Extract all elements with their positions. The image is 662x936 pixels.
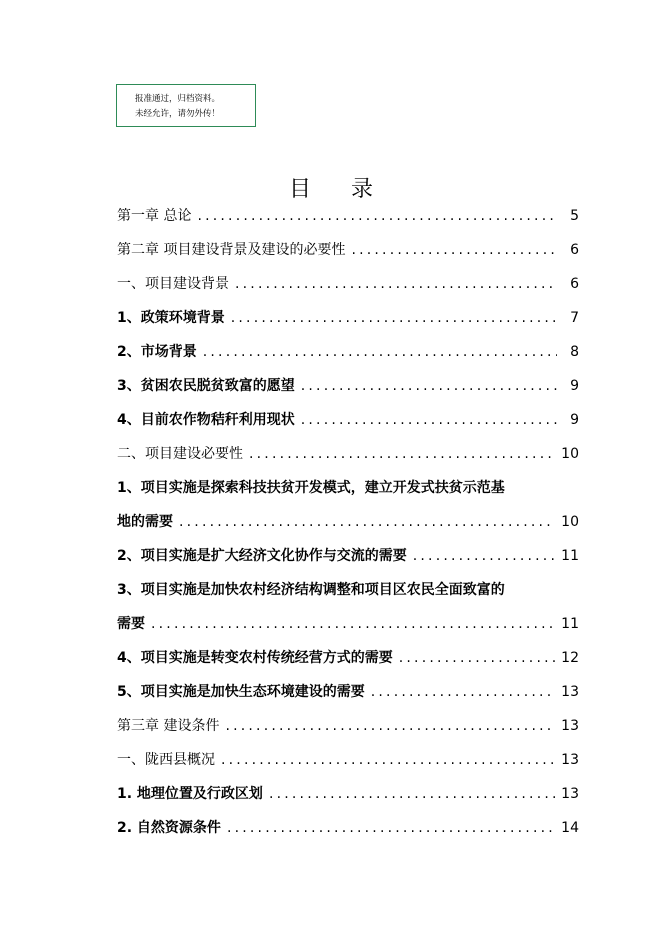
toc-entry-page: 5	[570, 208, 579, 224]
toc-leader-dots	[203, 344, 557, 360]
toc-entry-page: 7	[570, 310, 579, 326]
toc-entry-label: 1、政策环境背景	[117, 310, 225, 326]
toc-entry-page: 13	[561, 718, 579, 734]
toc-entry-page: 6	[570, 276, 579, 292]
toc-entry-label: 需要	[117, 616, 145, 632]
toc-entry-page: 9	[570, 412, 579, 428]
toc-leader-dots	[399, 650, 555, 666]
notice-line-1: 报准通过，归档资料。	[135, 94, 221, 104]
toc-entry[interactable]	[117, 375, 579, 409]
toc-entry-label: 4、项目实施是转变农村传统经营方式的需要	[117, 650, 393, 666]
toc-entry[interactable]	[117, 613, 579, 647]
toc-entry-label: 4、目前农作物秸秆利用现状	[117, 412, 295, 428]
page-title: 目录	[288, 177, 413, 202]
toc-entry[interactable]	[117, 715, 579, 749]
toc-entry[interactable]	[117, 307, 579, 341]
toc-entry-label: 一、项目建设背景	[117, 276, 229, 292]
toc-entry-page: 13	[561, 684, 579, 700]
toc-entry[interactable]	[117, 409, 579, 443]
toc-leader-dots	[371, 684, 555, 700]
toc-entry-page: 13	[561, 752, 579, 768]
toc-entry-page: 9	[570, 378, 579, 394]
notice-box	[116, 84, 256, 127]
toc-leader-dots	[249, 446, 555, 462]
toc-entry[interactable]	[117, 783, 579, 817]
toc-entry[interactable]	[117, 341, 579, 375]
toc-leader-dots	[225, 718, 555, 734]
toc-entry-label: 第二章 项目建设背景及建设的必要性	[117, 242, 346, 258]
toc-entry-page: 8	[570, 344, 579, 360]
toc-entry-page: 12	[561, 650, 579, 666]
toc-entry[interactable]	[117, 647, 579, 681]
toc-entry-page: 11	[561, 548, 579, 564]
toc-leader-dots	[413, 548, 555, 564]
toc-entry[interactable]	[117, 239, 579, 273]
toc-leader-dots	[221, 752, 555, 768]
toc-entry[interactable]	[117, 545, 579, 579]
toc-entry-label: 3、贫困农民脱贫致富的愿望	[117, 378, 295, 394]
toc-entry-page: 10	[561, 514, 579, 530]
toc-entry-label: 1、项目实施是探索科技扶贫开发模式，建立开发式扶贫示范基	[117, 480, 505, 496]
toc-leader-dots	[351, 242, 557, 258]
notice-line-2: 未经允许，请勿外传！	[135, 109, 221, 119]
toc-leader-dots	[301, 378, 557, 394]
toc-entry-page: 6	[570, 242, 579, 258]
toc-leader-dots	[197, 208, 557, 224]
toc-entry-label: 第一章 总论	[117, 208, 192, 224]
toc-leader-dots	[235, 276, 557, 292]
toc-leader-dots	[151, 616, 555, 632]
toc-entry[interactable]	[117, 511, 579, 545]
toc-entry-label: 一、陇西县概况	[117, 752, 215, 768]
toc-entry[interactable]	[117, 579, 579, 613]
toc-entry-label: 1. 地理位置及行政区划	[117, 786, 263, 802]
toc-entry-label: 5、项目实施是加快生态环境建设的需要	[117, 684, 365, 700]
toc-leader-dots	[231, 310, 557, 326]
toc-entry-label: 3、项目实施是加快农村经济结构调整和项目区农民全面致富的	[117, 582, 505, 598]
toc-entry-label: 地的需要	[117, 514, 173, 530]
toc-entry-label: 2. 自然资源条件	[117, 820, 221, 836]
toc-entry-label: 2、项目实施是扩大经济文化协作与交流的需要	[117, 548, 407, 564]
toc-entry[interactable]	[117, 749, 579, 783]
toc-entry-label: 2、市场背景	[117, 344, 197, 360]
toc-entry-label: 第三章 建设条件	[117, 718, 220, 734]
toc-entry[interactable]	[117, 477, 579, 511]
toc-entry[interactable]	[117, 817, 579, 851]
toc-entry[interactable]	[117, 273, 579, 307]
toc-leader-dots	[301, 412, 557, 428]
toc-entry-page: 14	[561, 820, 579, 836]
toc-entry-page: 10	[561, 446, 579, 462]
toc-leader-dots	[227, 820, 555, 836]
toc-entry-label: 二、项目建设必要性	[117, 446, 243, 462]
toc-entry[interactable]	[117, 681, 579, 715]
table-of-contents	[117, 205, 579, 851]
toc-entry-page: 13	[561, 786, 579, 802]
toc-leader-dots	[179, 514, 555, 530]
toc-entry-page: 11	[561, 616, 579, 632]
toc-leader-dots	[269, 786, 555, 802]
toc-entry[interactable]	[117, 205, 579, 239]
toc-entry[interactable]	[117, 443, 579, 477]
